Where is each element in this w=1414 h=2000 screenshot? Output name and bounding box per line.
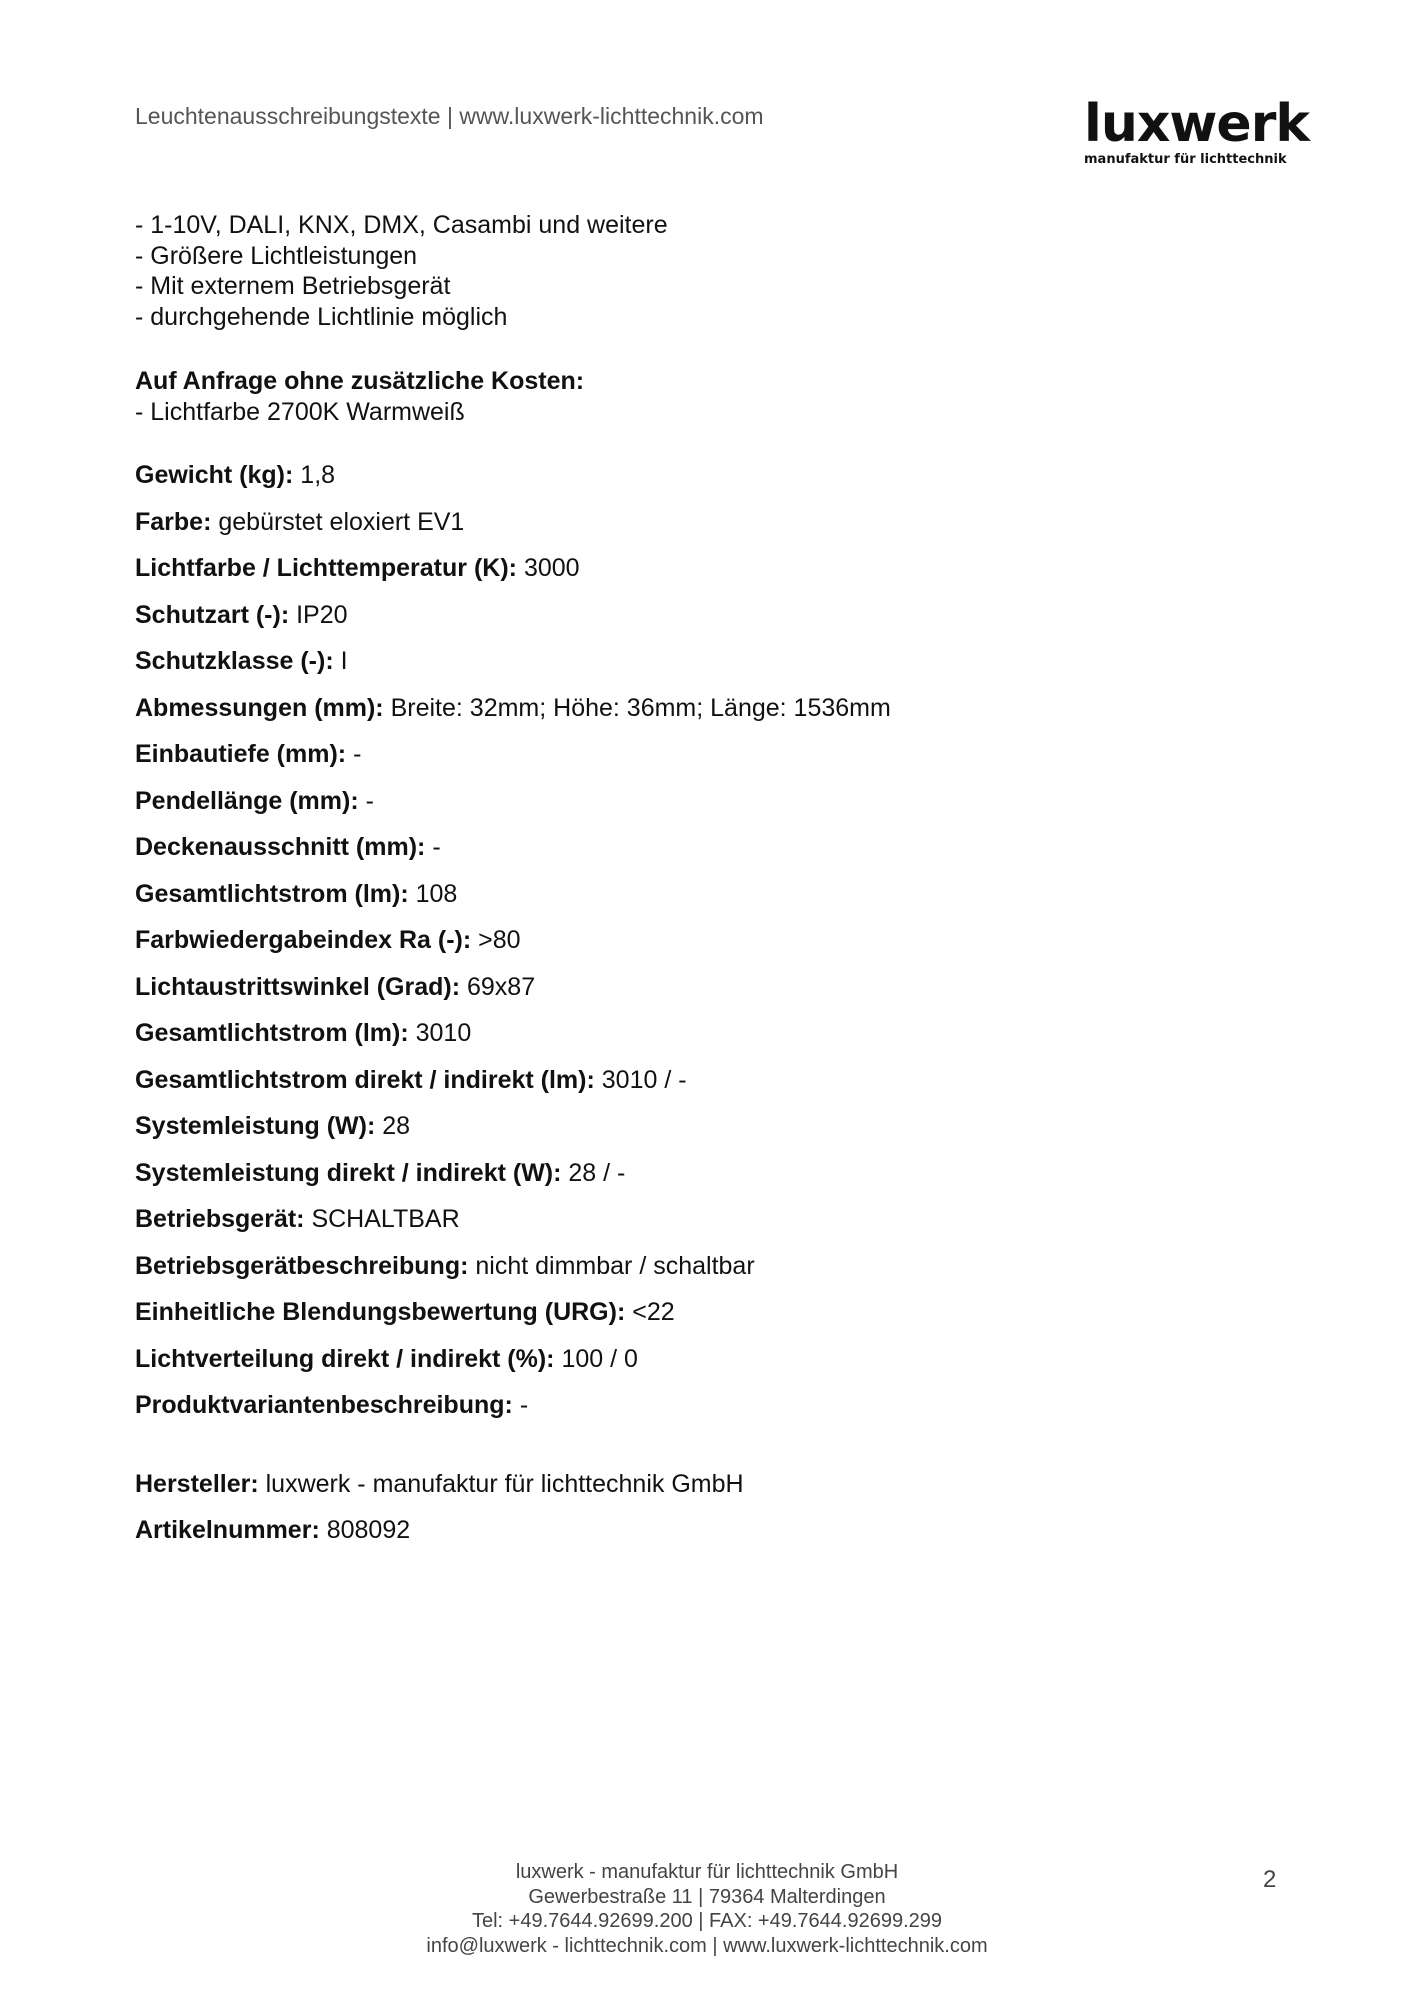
spec-label: Gesamtlichtstrom (lm):	[135, 1019, 409, 1047]
list-item: - 1-10V, DALI, KNX, DMX, Casambi und weitere	[135, 211, 668, 239]
footer-company: luxwerk - manufaktur für lichttechnik GmbH	[515, 1861, 899, 1883]
spec-list	[135, 460, 1285, 1437]
spec-row	[135, 1018, 1285, 1065]
list-item: - durchgehende Lichtlinie möglich	[135, 302, 508, 331]
spec-value: -	[365, 786, 374, 815]
spec-label: Betriebsgerät:	[135, 1205, 305, 1233]
spec-value: nicht dimmbar / schaltbar	[475, 1251, 755, 1280]
page-footer	[0, 1860, 1414, 1958]
list-item: - Mit externem Betriebsgerät	[135, 272, 451, 300]
spec-row	[135, 460, 1285, 507]
spec-row	[135, 646, 1285, 693]
spec-row	[135, 972, 1285, 1019]
spec-value: -	[519, 1391, 529, 1419]
article-number-label: Artikelnummer:	[135, 1516, 320, 1544]
spec-label: Pendellänge (mm):	[135, 786, 359, 815]
spec-label: Systemleistung (W):	[135, 1112, 376, 1140]
spec-label: Schutzklasse (-):	[135, 647, 334, 675]
spec-row	[135, 1297, 1285, 1344]
footer-phone-fax: Tel: +49.7644.92699.200 | FAX: +49.7644.92699.299	[471, 1910, 943, 1932]
on-request-section	[135, 366, 1285, 427]
spec-value: >80	[478, 926, 521, 954]
spec-value: 1,8	[300, 461, 336, 489]
feature-list	[135, 210, 1285, 332]
spec-value: -	[353, 740, 362, 768]
spec-value: IP20	[296, 600, 348, 629]
spec-label: Produktvariantenbeschreibung:	[135, 1391, 513, 1419]
list-item: - Lichtfarbe 2700K Warmweiß	[135, 397, 465, 426]
spec-row	[135, 739, 1285, 786]
spec-label: Gewicht (kg):	[135, 461, 294, 489]
logo-tagline: manufaktur für lichttechnik	[1084, 152, 1287, 167]
spec-value: -	[432, 833, 441, 861]
spec-row	[135, 1065, 1285, 1112]
spec-label: Gesamtlichtstrom (lm):	[135, 879, 409, 908]
manufacturer-value: luxwerk - manufaktur für lichttechnik GmbH	[265, 1469, 744, 1498]
spec-value: gebürstet eloxiert EV1	[218, 507, 465, 536]
logo-wordmark: luxwerk	[1084, 94, 1309, 154]
spec-value: 3000	[523, 554, 580, 582]
spec-value: 108	[415, 879, 458, 908]
spec-row	[135, 879, 1285, 926]
spec-value: 69x87	[467, 972, 536, 1001]
spec-value: <22	[632, 1298, 675, 1326]
spec-row	[135, 1204, 1285, 1251]
spec-row	[135, 693, 1285, 740]
manufacturer-row	[135, 1469, 1285, 1516]
manufacturer-section	[135, 1469, 1285, 1562]
document-body	[135, 210, 1285, 1562]
footer-contact: info@luxwerk - lichttechnik.com | www.luxwerk-lichttechnik.com	[426, 1934, 988, 1957]
spec-label: Betriebsgerätbeschreibung:	[135, 1251, 469, 1280]
spec-label: Farbwiedergabeindex Ra (-):	[135, 926, 472, 954]
footer-address: Gewerbestraße 11 | 79364 Malterdingen	[528, 1885, 886, 1908]
spec-row	[135, 1251, 1285, 1298]
manufacturer-label: Hersteller:	[135, 1469, 259, 1498]
spec-label: Einbautiefe (mm):	[135, 740, 347, 768]
spec-label: Deckenausschnitt (mm):	[135, 833, 426, 861]
spec-label: Lichtverteilung direkt / indirekt (%):	[135, 1344, 555, 1373]
spec-row	[135, 1390, 1285, 1437]
spec-label: Gesamtlichtstrom direkt / indirekt (lm):	[135, 1065, 595, 1094]
on-request-heading: Auf Anfrage ohne zusätzliche Kosten:	[135, 367, 585, 395]
spec-label: Einheitliche Blendungsbewertung (URG):	[135, 1298, 626, 1326]
spec-row	[135, 507, 1285, 554]
spec-row	[135, 1158, 1285, 1205]
spec-label: Lichtfarbe / Lichttemperatur (K):	[135, 554, 517, 582]
spec-label: Abmessungen (mm):	[135, 693, 384, 722]
spec-label: Systemleistung direkt / indirekt (W):	[135, 1158, 562, 1187]
spec-row	[135, 832, 1285, 879]
spec-row	[135, 600, 1285, 647]
spec-value: SCHALTBAR	[311, 1205, 460, 1233]
spec-value: Breite: 32mm; Höhe: 36mm; Länge: 1536mm	[390, 693, 891, 722]
list-item: - Größere Lichtleistungen	[135, 241, 418, 270]
spec-row	[135, 1344, 1285, 1391]
spec-value: 100 / 0	[561, 1344, 638, 1373]
spec-value: 3010	[415, 1019, 472, 1047]
spec-label: Lichtaustrittswinkel (Grad):	[135, 972, 461, 1001]
page-number: 2	[1263, 1866, 1277, 1893]
spec-label: Farbe:	[135, 507, 212, 536]
spec-row	[135, 553, 1285, 600]
spec-label: Schutzart (-):	[135, 600, 290, 629]
luxwerk-logo	[1084, 94, 1309, 168]
spec-value: 28 / -	[568, 1158, 626, 1187]
article-number-value: 808092	[326, 1516, 411, 1544]
spec-row	[135, 1111, 1285, 1158]
spec-value: I	[340, 647, 348, 675]
spec-value: 3010 / -	[601, 1065, 687, 1094]
spec-row	[135, 786, 1285, 833]
header-title: Leuchtenausschreibungstexte | www.luxwerk-lichttechnik.com	[135, 103, 764, 129]
spec-row	[135, 925, 1285, 972]
article-number-row	[135, 1515, 1285, 1562]
spec-value: 28	[382, 1112, 411, 1140]
